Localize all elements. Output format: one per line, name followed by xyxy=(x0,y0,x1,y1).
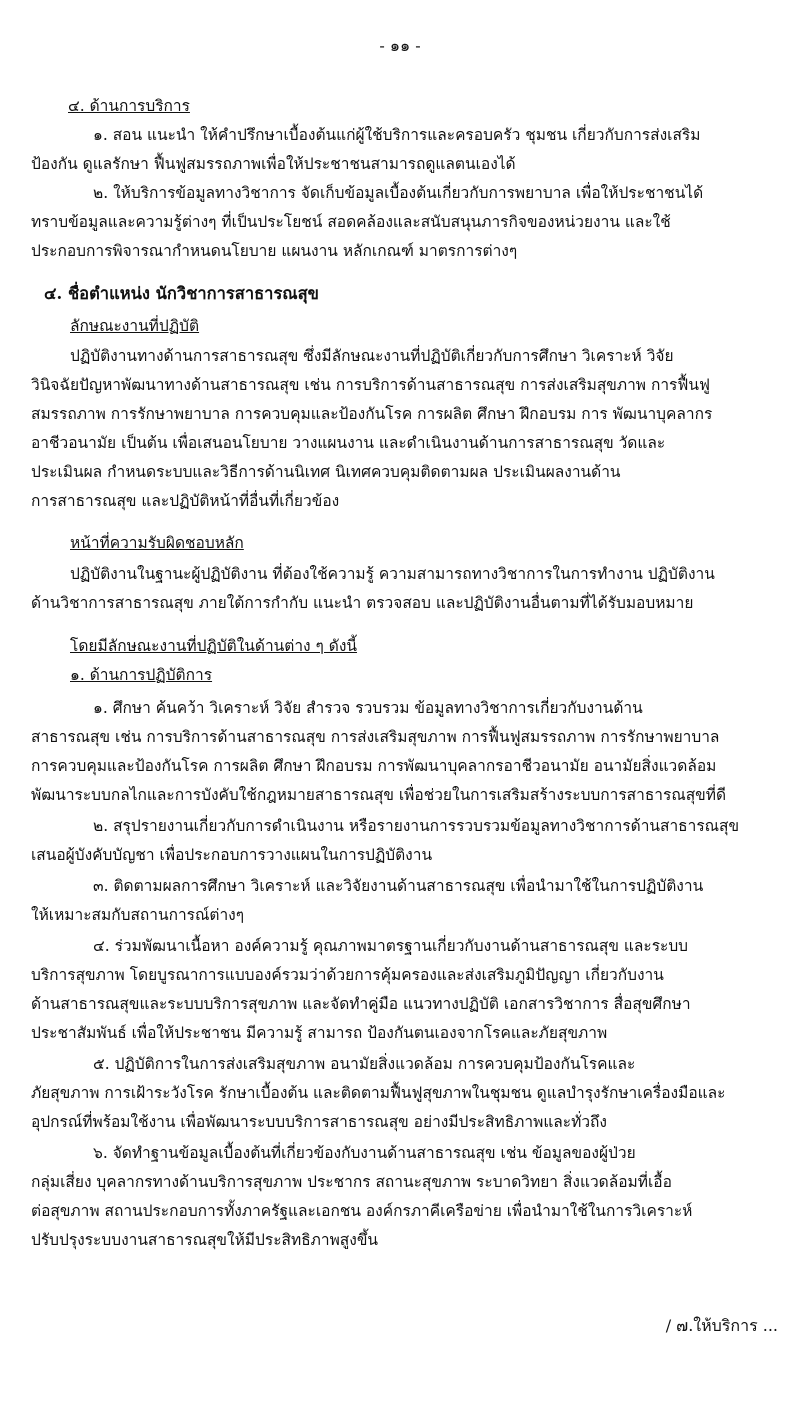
position-title: ๔. ชื่อตำแหน่ง นักวิชาการสาธารณสุข xyxy=(44,284,319,303)
service-heading: ๔. ด้านการบริการ xyxy=(68,97,190,115)
duty-heading: หน้าที่ความรับผิดชอบหลัก xyxy=(70,534,244,552)
ops-item-4-line-4: ประชาสัมพันธ์ เพื่อให้ประชาชน มีความรู้ สามารถ ป้องกันตนเองจากโรคและภัยสุขภาพ xyxy=(31,1024,608,1042)
nature-line-3: สมรรถภาพ การรักษาพยาบาล การควบคุมและป้องกันโรค การผลิต ศึกษา ฝึกอบรม การ พัฒนาบุคลากร xyxy=(31,405,713,423)
ops-item-6-line-2: กลุ่มเสี่ยง บุคลากรทางด้านบริการสุขภาพ ประชากร สถานะสุขภาพ ระบาดวิทยา สิ่งแวดล้อมที่เอื้อ xyxy=(31,1173,672,1191)
ops-item-3-line-2: ให้เหมาะสมกับสถานการณ์ต่างๆ xyxy=(31,906,245,924)
service-item-2-line-3: ประกอบการพิจารณากำหนดนโยบาย แผนงาน หลักเกณฑ์ มาตรการต่างๆ xyxy=(31,242,518,260)
service-item-2-line-2: ทราบข้อมูลและความรู้ต่างๆ ที่เป็นประโยชน์ สอดคล้องและสนับสนุนภารกิจของหน่วยงาน และใช้ xyxy=(31,213,671,231)
service-item-1-line-1: ๑. สอน แนะนำ ให้คำปรึกษาเบื้องต้นแก่ผู้ใช้บริการและครอบครัว ชุมชน เกี่ยวกับการส่งเสริม xyxy=(93,126,701,144)
ops-item-6-line-1: ๖. จัดทำฐานข้อมูลเบื้องต้นที่เกี่ยวข้องกับงานด้านสาธารณสุข เช่น ข้อมูลของผู้ป่วย xyxy=(93,1144,636,1162)
ops-item-4-line-1: ๔. ร่วมพัฒนาเนื้อหา องค์ความรู้ คุณภาพมาตรฐานเกี่ยวกับงานด้านสาธารณสุข และระบบ xyxy=(93,937,689,955)
nature-line-5: ประเมินผล กำหนดระบบและวิธีการด้านนิเทศ นิเทศควบคุมติดตามผล ประเมินผลงานด้าน xyxy=(31,463,621,481)
ops-item-4-line-3: ด้านสาธารณสุขและระบบบริการสุขภาพ และจัดทำคู่มือ แนวทางปฏิบัติ เอกสารวิชาการ สื่อสุขศึกษา xyxy=(31,995,691,1013)
ops-item-1-line-3: การควบคุมและป้องกันโรค การผลิต ศึกษา ฝึกอบรม การพัฒนาบุคลากรอาชีวอนามัย อนามัยสิ่งแวดล้อม xyxy=(31,757,717,775)
ops-item-5-line-3: อุปกรณ์ที่พร้อมใช้งาน เพื่อพัฒนาระบบบริการสาธารณสุข อย่างมีประสิทธิภาพและทั่วถึง xyxy=(31,1113,608,1131)
service-item-2-line-1: ๒. ให้บริการข้อมูลทางวิชาการ จัดเก็บข้อมูลเบื้องต้นเกี่ยวกับการพยาบาล เพื่อให้ประชาชนได้ xyxy=(93,184,704,202)
tasks-heading: โดยมีลักษณะงานที่ปฏิบัติในด้านต่าง ๆ ดังนี้ xyxy=(70,637,358,655)
ops-item-6-line-4: ปรับปรุงระบบงานสาธารณสุขให้มีประสิทธิภาพสูงขึ้น xyxy=(31,1231,379,1249)
ops-item-4-line-2: บริการสุขภาพ โดยบูรณาการแบบองค์รวมว่าด้วยการคุ้มครองและส่งเสริมภูมิปัญญา เกี่ยวกับงาน xyxy=(31,966,664,984)
ops-item-6-line-3: ต่อสุขภาพ สถานประกอบการทั้งภาครัฐและเอกชน องค์กรภาคีเครือข่าย เพื่อนำมาใช้ในการวิเคราะห์ xyxy=(31,1202,693,1220)
ops-item-5-line-1: ๕. ปฏิบัติการในการส่งเสริมสุขภาพ อนามัยสิ่งแวดล้อม การควบคุมป้องกันโรคและ xyxy=(93,1055,636,1073)
operations-heading: ๑. ด้านการปฏิบัติการ xyxy=(70,666,213,684)
ops-item-5-line-2: ภัยสุขภาพ การเฝ้าระวังโรค รักษาเบื้องต้น และติดตามฟื้นฟูสุขภาพในชุมชน ดูแลบำรุงรักษาเครื่องมือและ xyxy=(31,1084,726,1102)
nature-line-6: การสาธารณสุข และปฏิบัติหน้าที่อื่นที่เกี่ยวข้อง xyxy=(31,492,340,510)
nature-heading: ลักษณะงานที่ปฏิบัติ xyxy=(70,317,200,335)
nature-line-1: ปฏิบัติงานทางด้านการสาธารณสุข ซึ่งมีลักษณะงานที่ปฏิบัติเกี่ยวกับการศึกษา วิเคราะห์ วิจัย xyxy=(70,347,674,365)
continuation-footer: / ๗.ให้บริการ ... xyxy=(665,1316,778,1335)
ops-item-3-line-1: ๓. ติดตามผลการศึกษา วิเคราะห์ และวิจัยงานด้านสาธารณสุข เพื่อนำมาใช้ในการปฏิบัติงาน xyxy=(93,877,704,895)
ops-item-1-line-1: ๑. ศึกษา ค้นคว้า วิเคราะห์ วิจัย สำรวจ รวบรวม ข้อมูลทางวิชาการเกี่ยวกับงานด้าน xyxy=(93,699,643,717)
ops-item-2-line-1: ๒. สรุปรายงานเกี่ยวกับการดำเนินงาน หรือรายงานการรวบรวมข้อมูลทางวิชาการด้านสาธารณสุข xyxy=(93,817,740,835)
duty-line-2: ด้านวิชาการสาธารณสุข ภายใต้การกำกับ แนะนำ ตรวจสอบ และปฏิบัติงานอื่นตามที่ได้รับมอบหมาย xyxy=(31,594,694,612)
ops-item-2-line-2: เสนอผู้บังคับบัญชา เพื่อประกอบการวางแผนในการปฏิบัติงาน xyxy=(31,846,433,864)
ops-item-1-line-2: สาธารณสุข เช่น การบริการด้านสาธารณสุข การส่งเสริมสุขภาพ การฟื้นฟูสมรรถภาพ การรักษาพยาบาล xyxy=(31,728,720,746)
nature-line-4: อาชีวอนามัย เป็นต้น เพื่อเสนอนโยบาย วางแผนงาน และดำเนินงานด้านการสาธารณสุข วัดและ xyxy=(31,434,666,452)
service-item-1-line-2: ป้องกัน ดูแลรักษา ฟื้นฟูสมรรถภาพเพื่อให้ประชาชนสามารถดูแลตนเองได้ xyxy=(31,155,516,173)
duty-line-1: ปฏิบัติงานในฐานะผู้ปฏิบัติงาน ที่ต้องใช้ความรู้ ความสามารถทางวิชาการในการทำงาน ปฏิบัติงาน xyxy=(70,565,715,583)
nature-line-2: วินิจฉัยปัญหาพัฒนาทางด้านสาธารณสุข เช่น การบริการด้านสาธารณสุข การส่งเสริมสุขภาพ การฟื้นฟู xyxy=(31,376,710,394)
page-number: - ๑๑ - xyxy=(379,36,421,55)
ops-item-1-line-4: พัฒนาระบบกลไกและการบังคับใช้กฎหมายสาธารณสุข เพื่อช่วยในการเสริมสร้างระบบการสาธารณสุขที่ดี xyxy=(31,786,727,804)
